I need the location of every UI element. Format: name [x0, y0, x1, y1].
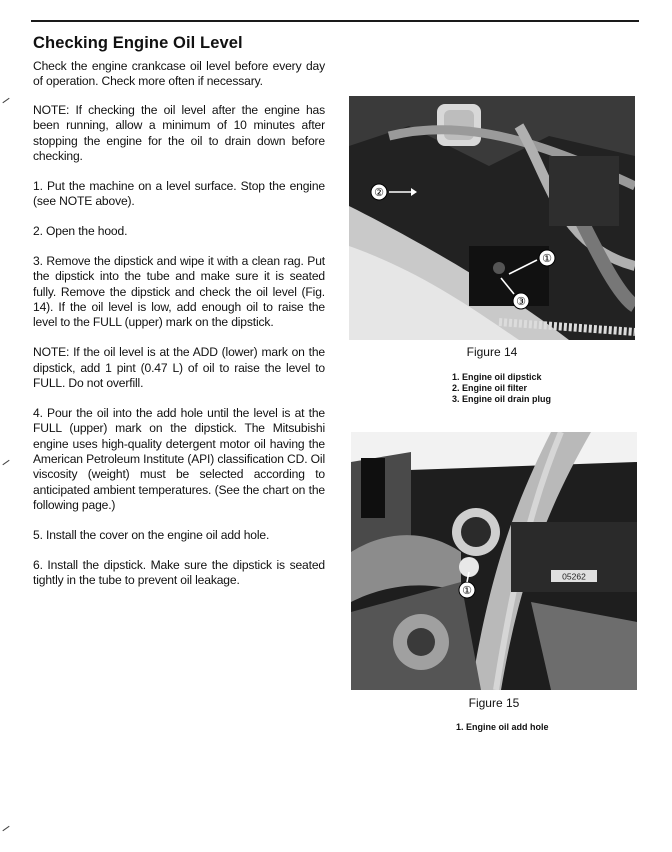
- header-rule: [31, 20, 639, 22]
- figure-14-callout-2: ②: [374, 187, 384, 199]
- figure-14-photo: [349, 96, 635, 340]
- legend-item-add-hole: 1. Engine oil add hole: [456, 722, 549, 732]
- scan-mark: [2, 826, 9, 831]
- legend-item-oil-filter: 2. Engine oil filter: [452, 383, 528, 394]
- scan-mark: [2, 460, 9, 465]
- step-5-paragraph: 5. Install the cover on the engine oil add hole.: [33, 528, 270, 543]
- figure-14-legend: [452, 372, 551, 406]
- step-2-paragraph: 2. Open the hood.: [33, 224, 128, 239]
- figure-14-illustration: [349, 96, 635, 340]
- figure-15-photo: [351, 432, 637, 690]
- photo-label-05262: 05262: [562, 571, 586, 582]
- section-title: Checking Engine Oil Level: [33, 34, 243, 52]
- figure-15-illustration: [351, 432, 637, 690]
- figure-14-caption: Figure 14: [466, 345, 518, 359]
- scan-mark: [2, 98, 9, 103]
- step-6-paragraph: 6. Install the dipstick. Make sure the dipstick is seated tightly in the tube to prevent oil leakage.: [33, 557, 325, 588]
- legend-item-drain-plug: 3. Engine oil drain plug: [452, 394, 552, 405]
- legend-item-dipstick: 1. Engine oil dipstick: [452, 372, 542, 382]
- intro-paragraph: Check the engine crankcase oil level before every day of operation. Check more often if necessary.: [33, 59, 325, 89]
- step-3-paragraph: 3. Remove the dipstick and wipe it with a clean rag. Put the dipstick into the tube and make sure it is seated fully. Remove the dipstick and check the oil level (Fig. 14). If the oil level is low, add enough oil to raise the level to the FULL (upper) mark on the dipstick.: [33, 253, 325, 330]
- step-4-paragraph: 4. Pour the oil into the add hole until the level is at the FULL (upper) mark on the dipstick. The Mitsubishi engine uses high-quality detergent motor oil having the American Petroleum Institute (API) classification CD. Oil viscosity (weight) must be selected according to anticipated ambient temperatures. (See the chart on the following page.): [33, 405, 325, 513]
- figure-15-legend: [456, 722, 549, 733]
- figure-15-caption: Figure 15: [468, 696, 520, 710]
- step-1-paragraph: 1. Put the machine on a level surface. Stop the engine (see NOTE above).: [33, 178, 325, 209]
- instructions-column: [33, 59, 325, 603]
- note-drain-paragraph: NOTE: If checking the oil level after the engine has been running, allow a minimum of 10 minutes after stopping the engine for the oil to drain down before checking.: [33, 102, 325, 164]
- note-add-paragraph: NOTE: If the oil level is at the ADD (lower) mark on the dipstick, add 1 pint (0.47 L) of oil to raise the level to FULL. Do not overfill.: [33, 345, 325, 391]
- figure-14-callout-3: ③: [516, 296, 526, 308]
- figure-14-callout-1: ①: [542, 253, 552, 265]
- figure-15-callout-1: ①: [462, 585, 472, 597]
